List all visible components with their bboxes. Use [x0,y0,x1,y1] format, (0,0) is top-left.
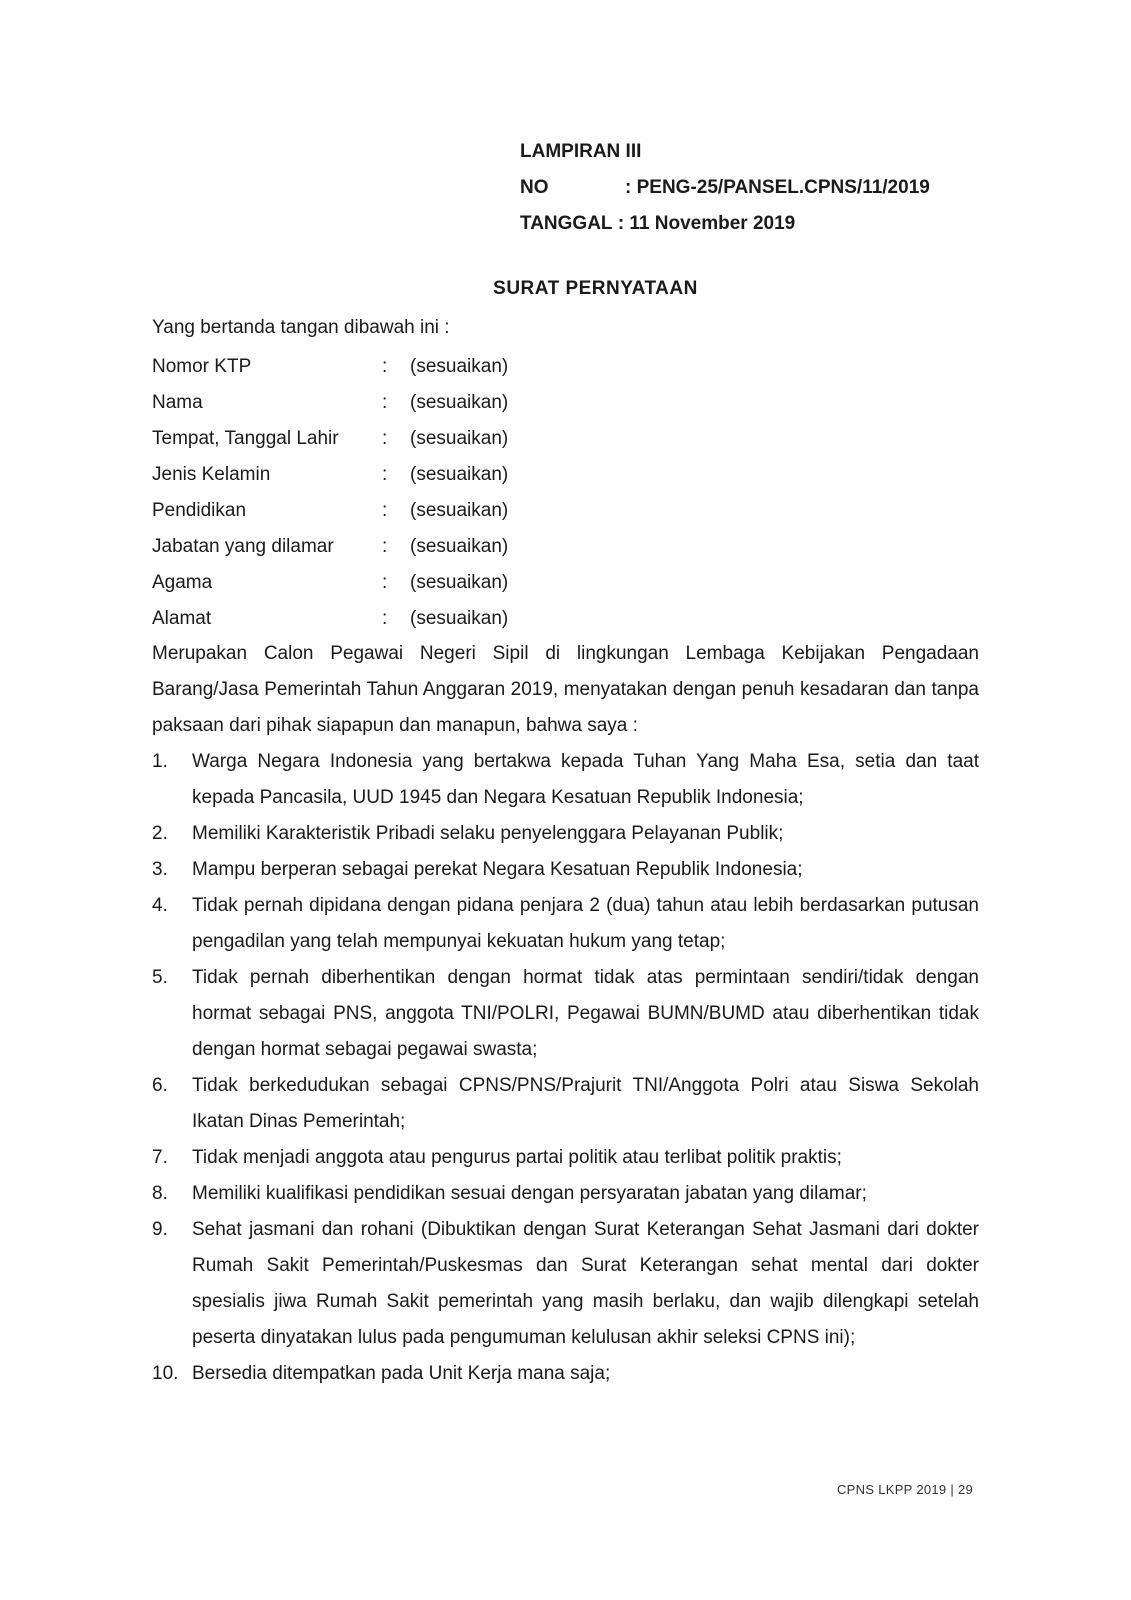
field-row [152,601,508,637]
field-separator: : [382,464,388,485]
field-separator: : [382,428,388,449]
item-number: 2. [152,823,168,844]
attachment-header [520,134,930,242]
field-label: Agama [152,572,213,593]
item-number: 7. [152,1147,168,1168]
field-value: (sesuaikan) [410,464,509,485]
identity-fields [152,349,508,637]
item-number: 3. [152,859,168,880]
item-text: Mampu berperan sebagai perekat Negara Kesatuan Republik Indonesia; [192,859,803,880]
item-text: Tidak pernah diberhentikan dengan hormat tidak atas permintaan sendiri/tidak dengan hormat sebagai PNS, anggota TNI/POLRI, Pegawai BUMN/BUMD atau diberhentikan tidak dengan hormat sebagai pegawai swasta; [192,967,979,1060]
statement-list [152,744,979,1392]
statement-paragraph: Merupakan Calon Pegawai Negeri Sipil di lingkungan Lembaga Kebijakan Pengadaan Barang/Jasa Pemerintah Tahun Anggaran 2019, menyatakan dengan penuh kesadaran dan tanpa paksaan dari pihak siapapun dan manapun, bahwa saya : [152,643,979,736]
list-item [152,1176,979,1212]
field-value: (sesuaikan) [410,428,509,449]
list-item [152,744,979,816]
field-separator: : [382,536,388,557]
field-row [152,349,508,385]
date-value: : 11 November 2019 [617,213,796,234]
field-row [152,493,508,529]
date-label: TANGGAL [520,213,613,234]
list-item [152,960,979,1068]
page-footer: CPNS LKPP 2019 | 29 [836,1482,973,1497]
field-separator: : [382,356,388,377]
field-row [152,565,508,601]
field-row [152,385,508,421]
field-label: Nomor KTP [152,356,252,377]
item-text: Tidak pernah dipidana dengan pidana penjara 2 (dua) tahun atau lebih berdasarkan putusan pengadilan yang telah mempunyai kekuatan hukum yang tetap; [192,895,979,952]
field-row [152,421,508,457]
item-number: 9. [152,1219,168,1240]
item-number: 10. [152,1363,179,1384]
field-row [152,529,508,565]
field-label: Tempat, Tanggal Lahir [152,428,339,449]
list-item [152,852,979,888]
field-row [152,457,508,493]
number-label: NO [520,177,549,198]
item-number: 1. [152,751,168,772]
item-number: 4. [152,895,168,916]
item-text: Sehat jasmani dan rohani (Dibuktikan dengan Surat Keterangan Sehat Jasmani dari dokter Rumah Sakit Pemerintah/Puskesmas dan Surat Keterangan sehat mental dari dokter spesialis jiwa Rumah Sakit pemerintah yang masih berlaku, dan wajib dilengkapi setelah peserta dinyatakan lulus pada pengumuman kelulusan akhir seleksi CPNS ini); [192,1219,979,1348]
field-separator: : [382,392,388,413]
item-text: Memiliki kualifikasi pendidikan sesuai dengan persyaratan jabatan yang dilamar; [192,1183,867,1204]
number-value: : PENG-25/PANSEL.CPNS/11/2019 [625,177,930,198]
header-number-line [520,170,930,206]
field-value: (sesuaikan) [410,500,509,521]
field-label: Pendidikan [152,500,247,521]
header-attachment-line [520,134,930,170]
field-value: (sesuaikan) [410,392,509,413]
list-item [152,1356,979,1392]
item-text: Memiliki Karakteristik Pribadi selaku penyelenggara Pelayanan Publik; [192,823,784,844]
field-value: (sesuaikan) [410,536,509,557]
field-separator: : [382,572,388,593]
field-separator: : [382,500,388,521]
field-label: Jabatan yang dilamar [152,536,334,557]
field-value: (sesuaikan) [410,608,509,629]
field-value: (sesuaikan) [410,572,509,593]
document-title: SURAT PERNYATAAN [493,278,698,299]
item-text: Bersedia ditempatkan pada Unit Kerja mana saja; [192,1363,611,1384]
item-text: Warga Negara Indonesia yang bertakwa kepada Tuhan Yang Maha Esa, setia dan taat kepada Pancasila, UUD 1945 dan Negara Kesatuan Republik Indonesia; [192,751,979,808]
field-value: (sesuaikan) [410,356,509,377]
item-number: 8. [152,1183,168,1204]
attachment-label: LAMPIRAN III [520,141,642,162]
intro-text: Yang bertanda tangan dibawah ini : [152,317,450,338]
list-item [152,1212,979,1356]
item-text: Tidak menjadi anggota atau pengurus partai politik atau terlibat politik praktis; [192,1147,842,1168]
field-label: Nama [152,392,203,413]
field-label: Jenis Kelamin [152,464,271,485]
field-label: Alamat [152,608,212,629]
item-text: Tidak berkedudukan sebagai CPNS/PNS/Prajurit TNI/Anggota Polri atau Siswa Sekolah Ikatan Dinas Pemerintah; [192,1075,979,1132]
list-item [152,1068,979,1140]
item-number: 6. [152,1075,168,1096]
list-item [152,816,979,852]
list-item [152,1140,979,1176]
list-item [152,888,979,960]
header-date-line [520,206,930,242]
field-separator: : [382,608,388,629]
item-number: 5. [152,967,168,988]
